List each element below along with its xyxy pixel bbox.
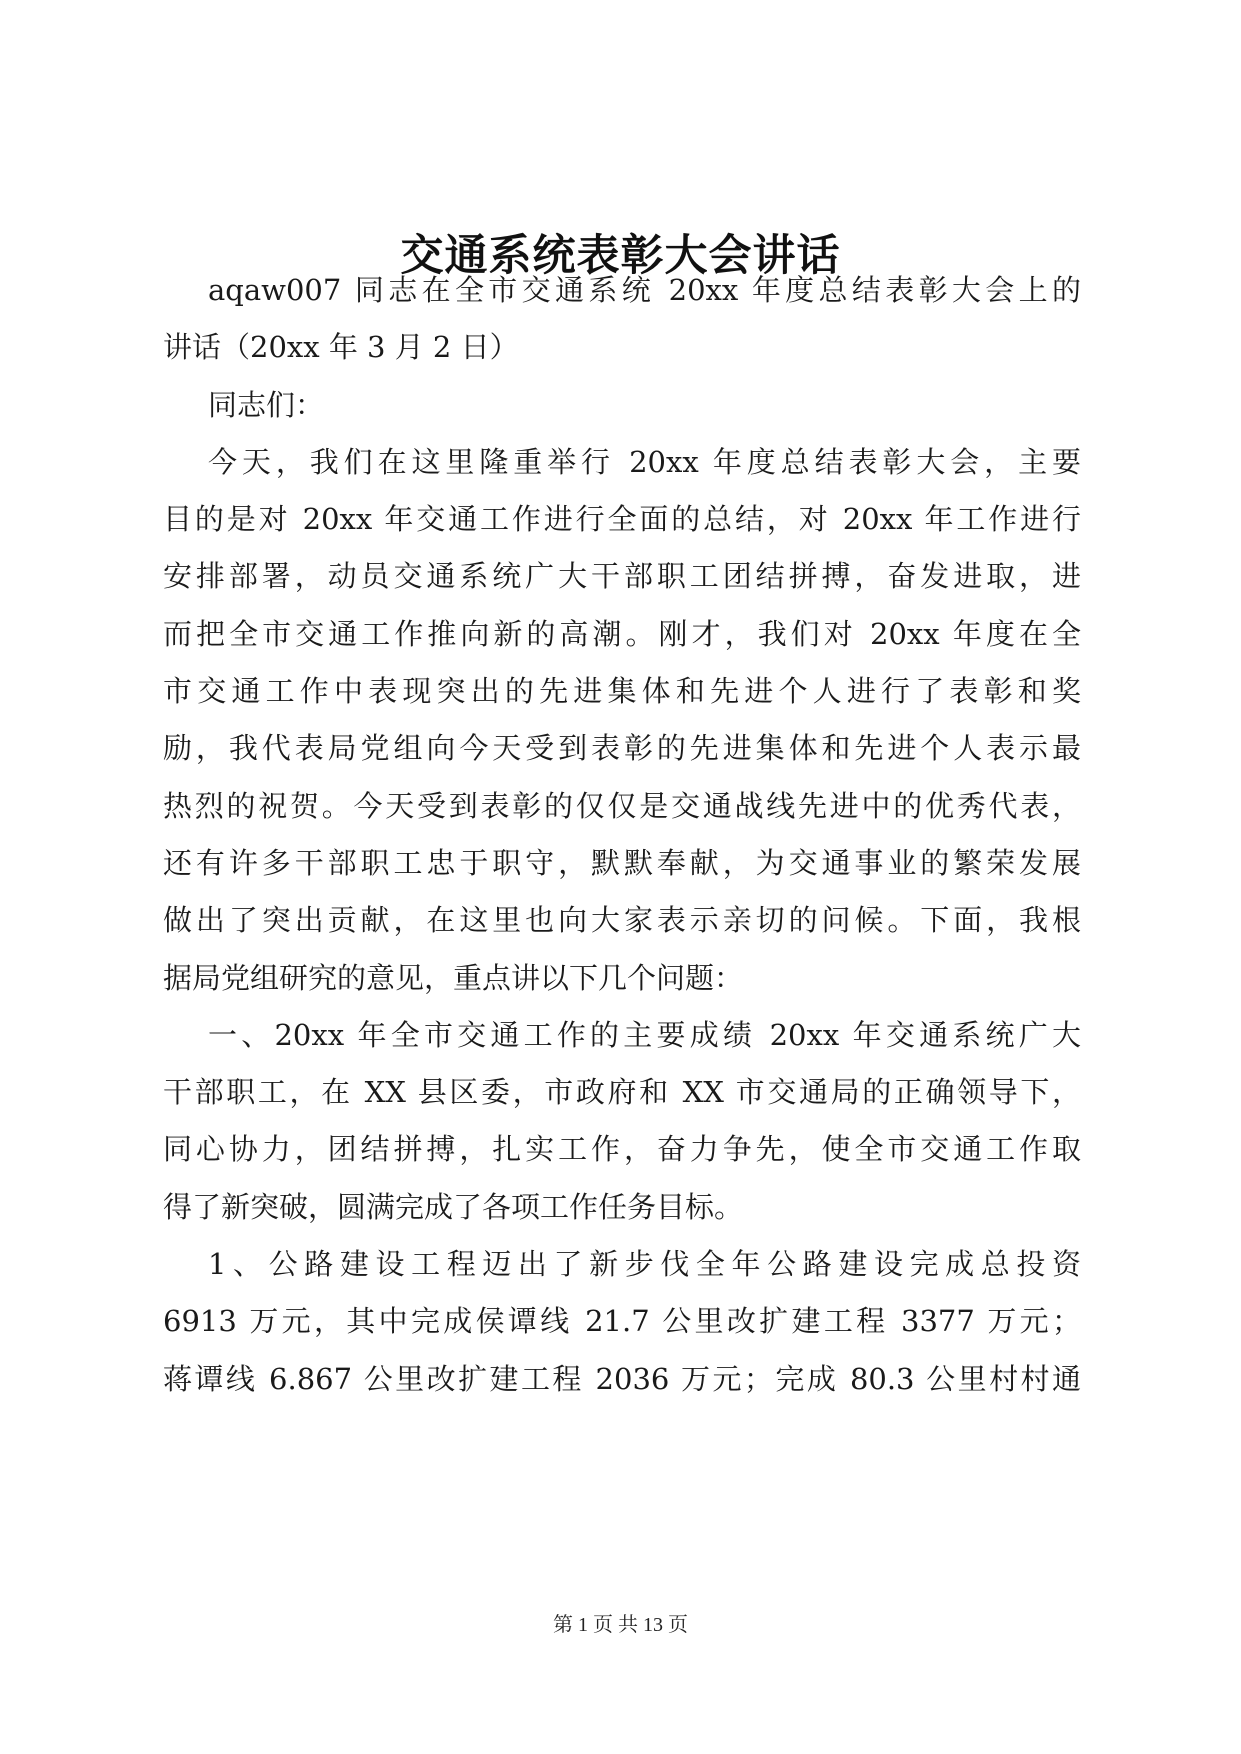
text-line: 据局党组研究的意见，重点讲以下几个问题： <box>163 960 744 995</box>
text-line: 蒋谭线 6.867 公里改扩建工程 2036 万元；完成 80.3 公里村村通 <box>163 1361 1081 1396</box>
text-line: 一、20xx 年全市交通工作的主要成绩 20xx 年交通系统广大 <box>208 1017 1081 1052</box>
text-line: 目的是对 20xx 年交通工作进行全面的总结，对 20xx 年工作进行 <box>163 502 1081 537</box>
document-title: 交通系统表彰大会讲话 <box>400 231 841 281</box>
document-body <box>163 262 1081 1408</box>
text-line: 热烈的祝贺。今天受到表彰的仅仅是交通战线先进中的优秀代表， <box>163 788 1081 823</box>
text-line: 做出了突出贡献，在这里也向大家表示亲切的问候。下面，我根 <box>163 903 1081 938</box>
text-line: 讲话（20xx 年 3 月 2 日） <box>163 330 519 365</box>
text-line: 还有许多干部职工忠于职守，默默奉献，为交通事业的繁荣发展 <box>163 845 1081 880</box>
page-footer: 第 1 页 共 13 页 <box>553 1614 688 1636</box>
text-line: 市交通工作中表现突出的先进集体和先进个人进行了表彰和奖 <box>163 674 1081 709</box>
text-line: 同志们： <box>208 387 325 422</box>
text-line: 干部职工，在 XX 县区委，市政府和 XX 市交通局的正确领导下， <box>163 1075 1081 1110</box>
text-line: 得了新突破，圆满完成了各项工作任务目标。 <box>163 1189 744 1224</box>
text-line: 安排部署，动员交通系统广大干部职工团结拼搏，奋发进取，进 <box>163 559 1081 594</box>
text-line: 而把全市交通工作推向新的高潮。刚才，我们对 20xx 年度在全 <box>163 616 1081 651</box>
text-line: 6913 万元，其中完成侯谭线 21.7 公里改扩建工程 3377 万元； <box>163 1304 1081 1339</box>
text-line: 励，我代表局党组向今天受到表彰的先进集体和先进个人表示最 <box>163 731 1081 766</box>
text-line: 1、公路建设工程迈出了新步伐全年公路建设完成总投资 <box>208 1247 1081 1282</box>
text-line: aqaw007 同志在全市交通系统 20xx 年度总结表彰大会上的 <box>208 273 1081 307</box>
text-line: 今天，我们在这里隆重举行 20xx 年度总结表彰大会，主要 <box>208 444 1081 479</box>
text-line: 同心协力，团结拼搏，扎实工作，奋力争先，使全市交通工作取 <box>163 1132 1081 1167</box>
